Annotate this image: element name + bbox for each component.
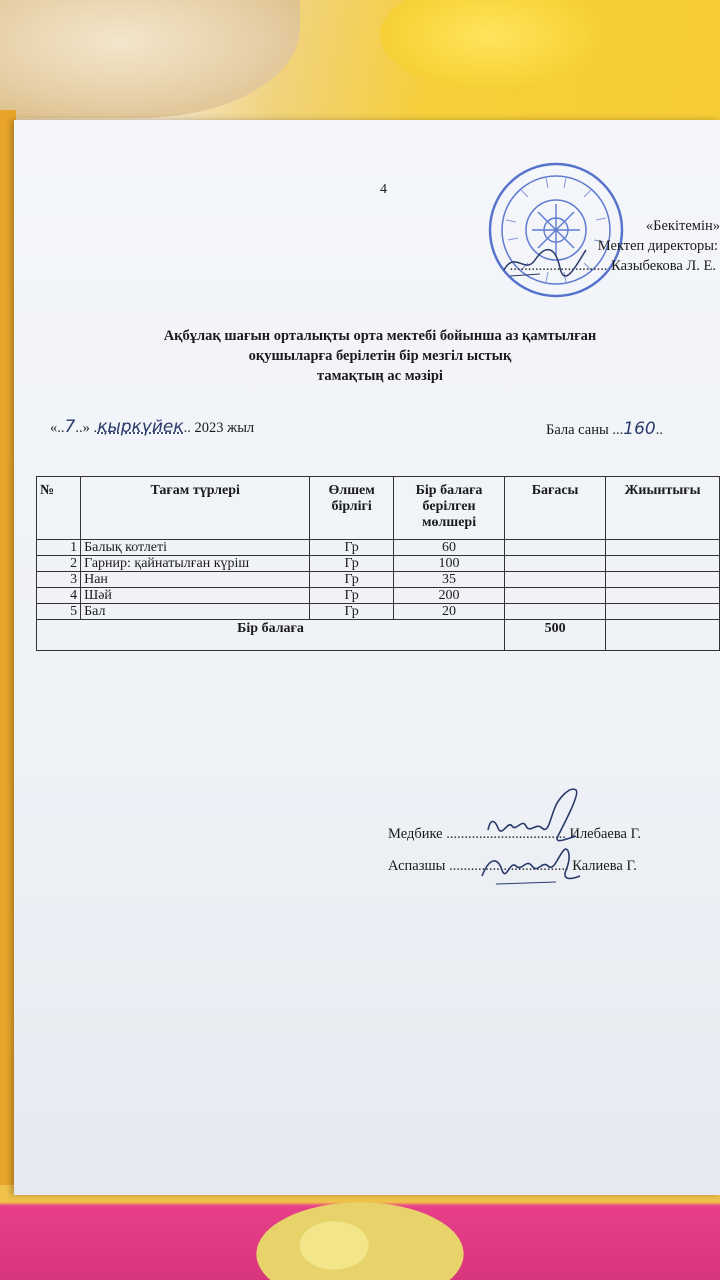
table-row bbox=[37, 540, 720, 556]
row-unit: Гр bbox=[310, 556, 394, 572]
row-dish: Нан bbox=[81, 572, 310, 588]
nurse-dots: ................................. bbox=[446, 826, 566, 842]
row-total bbox=[606, 588, 720, 604]
page-number: 4 bbox=[380, 182, 387, 197]
date-day-underline: .. bbox=[57, 420, 65, 436]
row-price bbox=[505, 540, 606, 556]
children-count-label: Бала саны bbox=[546, 422, 609, 438]
row-unit: Гр bbox=[310, 540, 394, 556]
date-day: 7 bbox=[64, 417, 76, 437]
title-line-1: Ақбұлақ шағын орталықты орта мектебі бойынша аз қамтылған bbox=[163, 328, 597, 344]
cook-role: Аспазшы bbox=[388, 858, 446, 874]
row-dish: Шәй bbox=[81, 588, 310, 604]
children-count bbox=[546, 419, 663, 439]
background-toy bbox=[0, 1185, 720, 1280]
table-row bbox=[37, 588, 720, 604]
nurse-role: Медбике bbox=[388, 826, 443, 842]
row-price bbox=[505, 604, 606, 620]
row-num: 5 bbox=[37, 604, 81, 620]
row-total bbox=[606, 540, 720, 556]
children-count-underline-2: .. bbox=[655, 422, 663, 438]
row-unit: Гр bbox=[310, 588, 394, 604]
row-num: 3 bbox=[37, 572, 81, 588]
row-qty: 20 bbox=[394, 604, 505, 620]
header-qty-line-2: берілген bbox=[422, 499, 476, 514]
table-row bbox=[37, 556, 720, 572]
row-qty: 60 bbox=[394, 540, 505, 556]
menu-table bbox=[36, 476, 720, 651]
row-price bbox=[505, 588, 606, 604]
row-dish: Бал bbox=[81, 604, 310, 620]
date-day-underline-2: .. bbox=[75, 420, 83, 436]
table-header-row bbox=[37, 477, 720, 540]
row-price bbox=[505, 556, 606, 572]
row-num: 4 bbox=[37, 588, 81, 604]
summary-label: Бір балаға bbox=[37, 620, 505, 651]
header-qty-line-3: мөлшері bbox=[422, 515, 477, 530]
children-count-underline: ... bbox=[612, 422, 624, 438]
row-num: 1 bbox=[37, 540, 81, 556]
director-signature bbox=[500, 240, 590, 280]
row-qty: 100 bbox=[394, 556, 505, 572]
background-cake bbox=[0, 0, 300, 118]
table-row bbox=[37, 572, 720, 588]
summary-total bbox=[606, 620, 720, 651]
director-dots: ........................... bbox=[509, 258, 608, 274]
nurse-name: Илебаева Г. bbox=[569, 826, 641, 842]
header-dish: Тағам түрлері bbox=[81, 477, 310, 540]
date-month-underline-2: .. bbox=[183, 420, 191, 436]
date-year: 2023 жыл bbox=[194, 420, 255, 436]
background-yellow-bow bbox=[380, 0, 600, 90]
row-price bbox=[505, 572, 606, 588]
date-month: қыркүйек bbox=[97, 417, 184, 437]
header-qty-line-1: Бір балаға bbox=[415, 483, 483, 498]
cook-signature bbox=[476, 836, 586, 892]
title-line-2: оқушыларға берілетін бір мезгіл ыстық bbox=[248, 348, 512, 364]
header-price: Бағасы bbox=[505, 477, 606, 540]
header-unit-line-2: бірлігі bbox=[331, 499, 372, 514]
children-count-value: 160 bbox=[623, 419, 656, 439]
header-unit-line-1: Өлшем bbox=[328, 483, 375, 498]
cook-name: Калиева Г. bbox=[572, 858, 637, 874]
header-unit bbox=[310, 477, 394, 540]
header-quantity bbox=[394, 477, 505, 540]
date-line bbox=[50, 417, 254, 437]
approval-heading: «Бекітемін» bbox=[645, 218, 720, 234]
row-qty: 200 bbox=[394, 588, 505, 604]
table-row bbox=[37, 604, 720, 620]
summary-value: 500 bbox=[505, 620, 606, 651]
row-unit: Гр bbox=[310, 604, 394, 620]
date-open-quote: « bbox=[50, 420, 58, 436]
row-qty: 35 bbox=[394, 572, 505, 588]
row-total bbox=[606, 556, 720, 572]
row-total bbox=[606, 572, 720, 588]
title-line-3: тамақтың ас мәзірі bbox=[317, 368, 443, 384]
date-month-underline: . bbox=[93, 420, 98, 436]
header-num: № bbox=[37, 477, 81, 540]
cook-dots: ................................. bbox=[449, 858, 569, 874]
row-unit: Гр bbox=[310, 572, 394, 588]
row-total bbox=[606, 604, 720, 620]
date-close-quote: » bbox=[82, 420, 90, 436]
background-photo-top bbox=[0, 0, 720, 125]
row-dish: Гарнир: қайнатылған күріш bbox=[81, 556, 310, 572]
header-total: Жиынтығы bbox=[606, 477, 720, 540]
row-num: 2 bbox=[37, 556, 81, 572]
row-dish: Балық котлеті bbox=[81, 540, 310, 556]
summary-row bbox=[37, 620, 720, 651]
director-name: Казыбекова Л. Е. bbox=[611, 258, 716, 274]
director-title: Мектеп директоры: bbox=[597, 238, 718, 254]
